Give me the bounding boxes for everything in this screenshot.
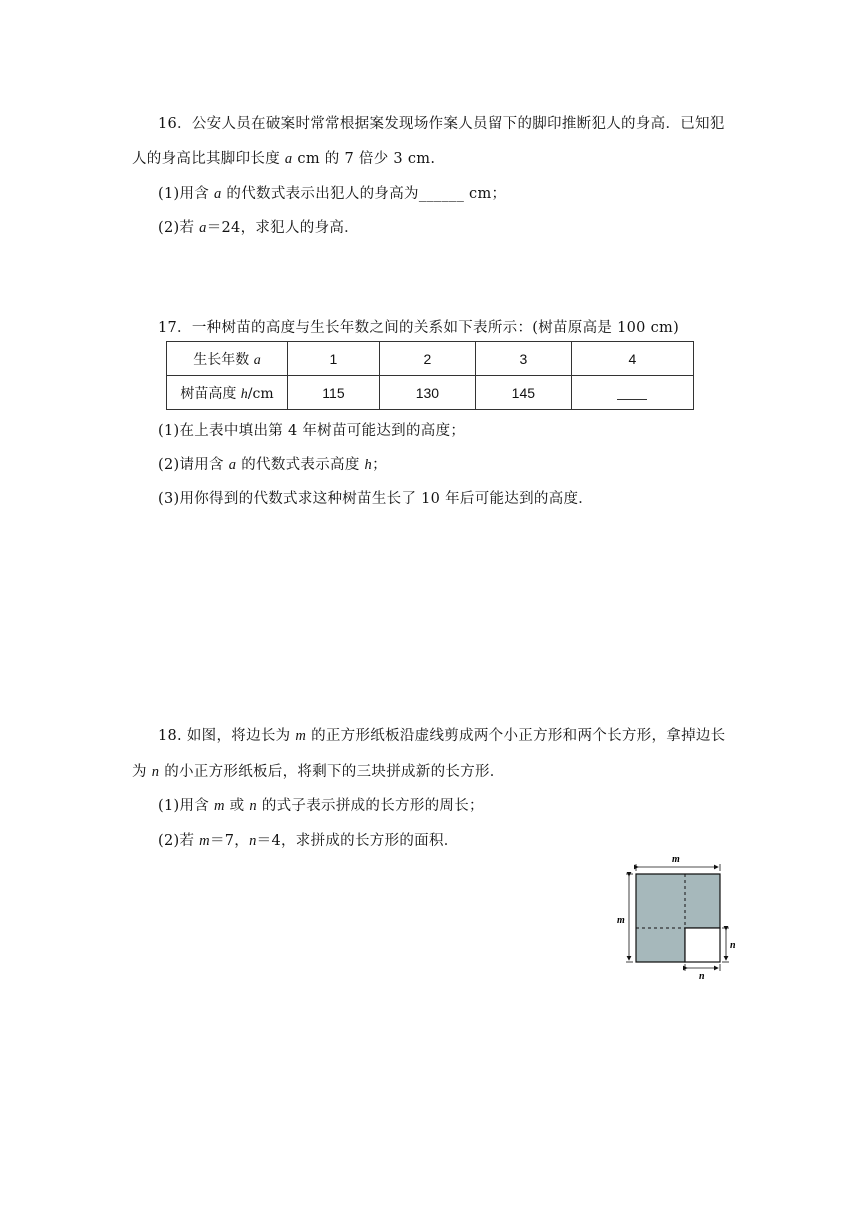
answer-blank-cell[interactable] (571, 376, 693, 410)
table-cell: 3 (475, 342, 571, 376)
var-a: a (284, 151, 293, 167)
var-m: m (199, 833, 210, 849)
table-cell: 115 (288, 376, 380, 410)
label-left-m: m (617, 915, 625, 926)
q16-part2-text-end: ＝24，求犯人的身高． (206, 220, 359, 236)
q18-part2 (158, 829, 459, 850)
var-h: h (364, 457, 373, 473)
q17-part2-text-mid: 的代数式表示高度 (236, 457, 365, 473)
q16-line2 (132, 147, 435, 168)
q18-line1-text: 18. 如图，将边长为 (158, 728, 296, 744)
q18-line1-text-end: 的正方形纸板沿虚线剪成两个小正方形和两个长方形，拿掉边长 (306, 728, 726, 744)
q18-part1 (158, 794, 484, 815)
q18-part1-text-end: 的式子表示拼成的长方形的周长； (256, 798, 484, 814)
q17-part2-text: (2)请用含 (158, 457, 229, 473)
var-a: a (199, 220, 207, 236)
table-row (167, 342, 694, 376)
q17-part2-text-end: ； (372, 457, 387, 473)
q18-part2-text-mid: ＝7， (209, 833, 250, 849)
q18-line2-text: 为 (132, 764, 152, 780)
answer-blank (617, 387, 647, 400)
header-text: 树苗高度 (180, 385, 241, 402)
var-h: h (240, 386, 248, 402)
label-bottom-n: n (699, 971, 705, 982)
q17-part2 (158, 453, 387, 474)
table-cell: 4 (571, 342, 693, 376)
q18-part2-text-end: ＝4，求拼成的长方形的面积． (256, 833, 459, 849)
q16-part1 (158, 182, 506, 203)
removed-square (685, 928, 720, 962)
q18-line1 (158, 724, 725, 745)
q16-part2 (158, 216, 359, 237)
label-right-n: n (730, 940, 736, 951)
q16-line1: 16．公安人员在破案时常常根据案发现场作案人员留下的脚印推断犯人的身高．已知犯 (158, 116, 725, 132)
q17-title: 17．一种树苗的高度与生长年数之间的关系如下表所示：(树苗原高是 100 cm) (158, 320, 680, 336)
q16-line2-text: 人的身高比其脚印长度 (132, 151, 285, 167)
square-cut-figure (610, 852, 750, 982)
table-cell: 1 (288, 342, 380, 376)
label-top-m: m (672, 854, 680, 865)
var-a: a (253, 352, 261, 368)
var-m: m (213, 798, 225, 814)
table-row (167, 376, 694, 410)
var-m: m (295, 728, 307, 744)
var-n: n (249, 833, 257, 849)
q18-line2-text-end: 的小正方形纸板后，将剩下的三块拼成新的长方形． (159, 764, 505, 780)
q16-part1-text-end: 的代数式表示出犯人的身高为______ cm； (221, 186, 507, 202)
q18-part1-text: (1)用含 (158, 798, 214, 814)
table-cell: 130 (379, 376, 475, 410)
q16-part2-text: (2)若 (158, 220, 200, 236)
q16-part1-text: (1)用含 (158, 186, 214, 202)
q18-line2 (132, 760, 505, 781)
table-cell: 145 (475, 376, 571, 410)
q17-part1: (1)在上表中填出第 4 年树苗可能达到的高度； (158, 423, 466, 439)
header-unit: /cm (247, 385, 274, 402)
growth-table (166, 341, 694, 410)
var-a: a (213, 186, 222, 202)
table-header-height (167, 376, 288, 410)
var-n: n (151, 764, 160, 780)
table-cell: 2 (379, 342, 475, 376)
var-a: a (228, 457, 237, 473)
q18-part1-text-mid: 或 (224, 798, 250, 814)
header-text: 生长年数 (193, 351, 254, 368)
q18-part2-text: (2)若 (158, 833, 200, 849)
q17-part3: (3)用你得到的代数式求这种树苗生长了 10 年后可能达到的高度． (158, 491, 594, 507)
table-header-years (167, 342, 288, 376)
var-n: n (249, 798, 257, 814)
q16-line2-text-end: cm 的 7 倍少 3 cm. (292, 151, 436, 167)
